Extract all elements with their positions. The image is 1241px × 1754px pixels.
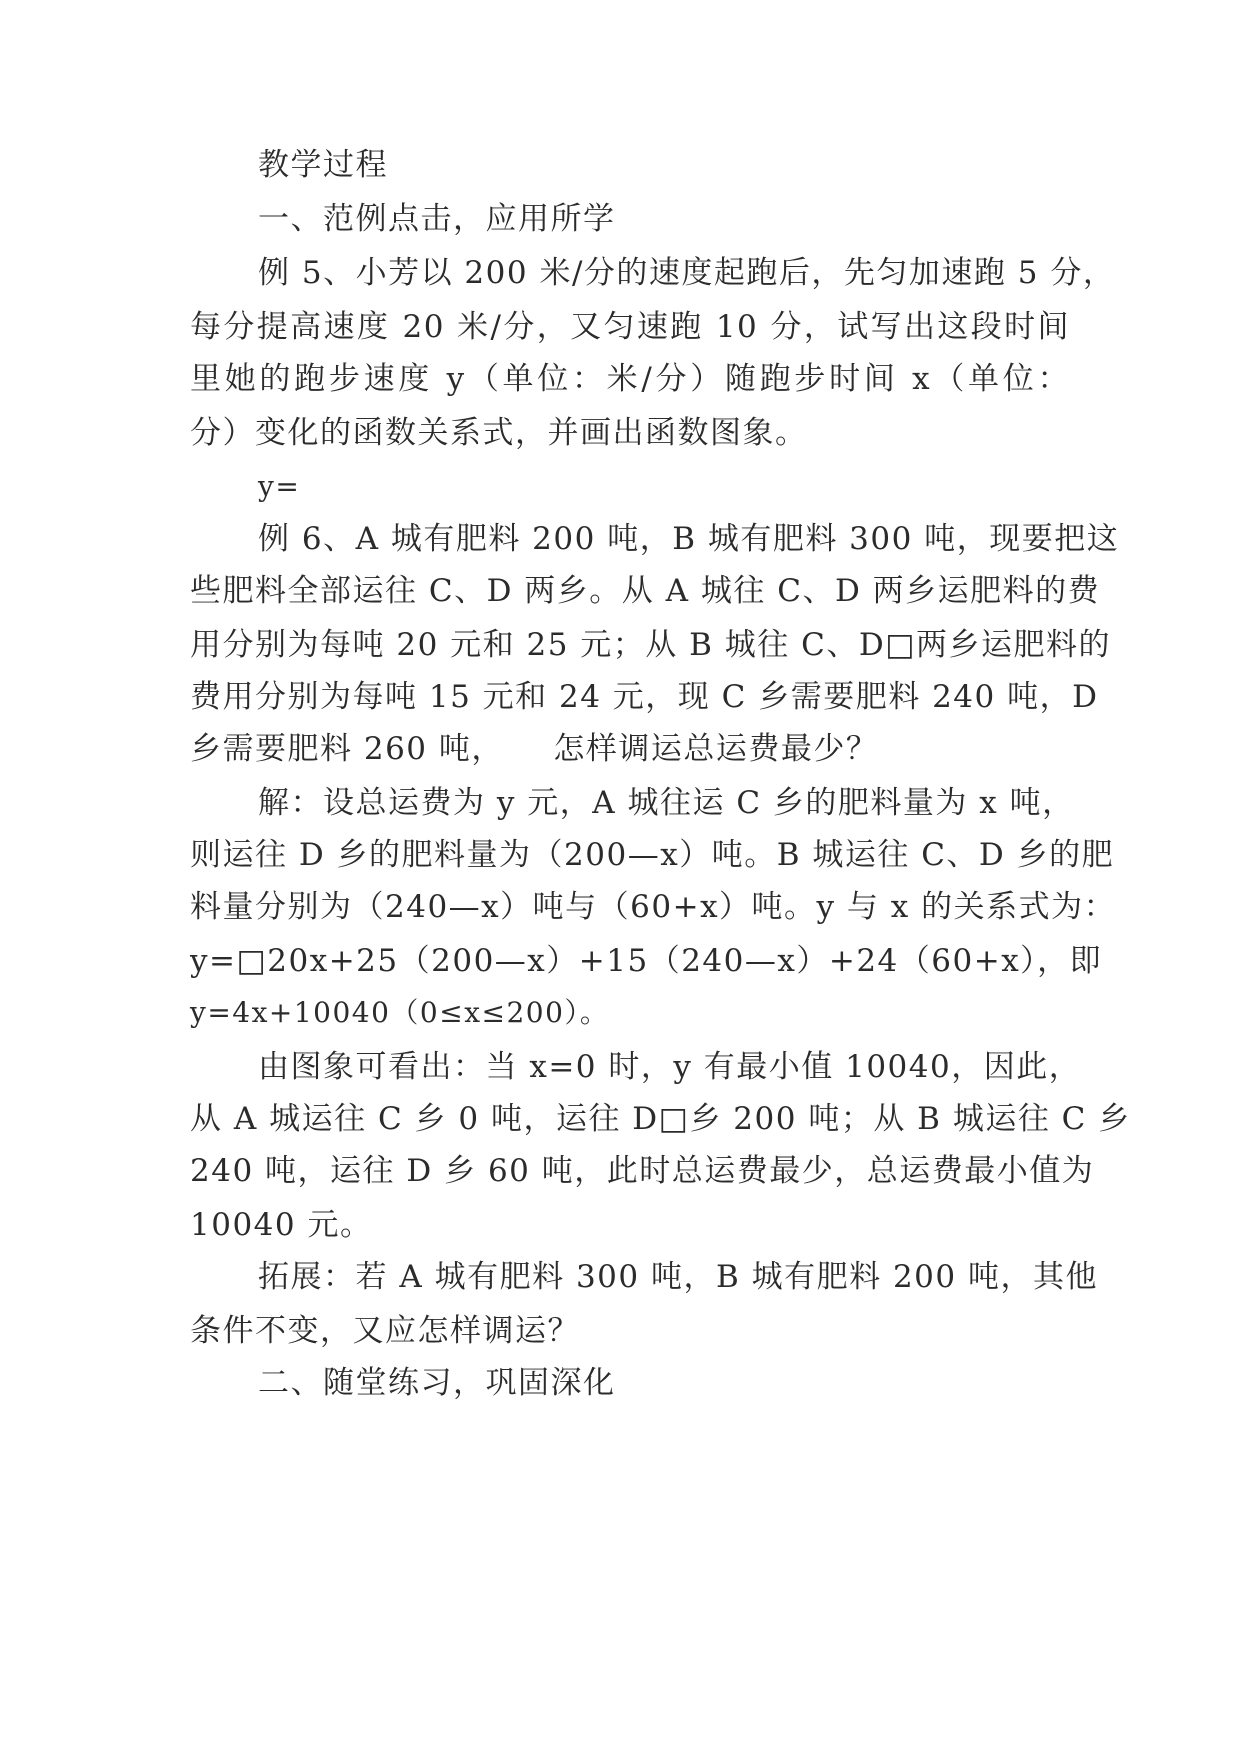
solution-equation: y=□20x+25（200—x）+15（240—x）+24（60+x），即	[190, 943, 1103, 979]
conclusion-line-2: 从 A 城运往 C 乡 0 吨，运往 D□乡 200 吨；从 B 城运往 C 乡	[190, 1101, 1131, 1137]
extension-line-2: 条件不变，又应怎样调运？	[190, 1313, 580, 1349]
solution-line-2: 则运往 D 乡的肥料量为（200—x）吨。B 城运往 C、D 乡的肥	[190, 837, 1115, 873]
conclusion-line-4: 10040 元。	[190, 1207, 373, 1243]
solution-simplified-equation: y=4x+10040（0≤x≤200）。	[190, 996, 610, 1029]
example-6-line-1: 例 6、A 城有肥料 200 吨，B 城有肥料 300 吨，现要把这	[258, 521, 1120, 557]
section-heading-teaching-process: 教学过程	[258, 147, 388, 183]
example-5-line-4: 分）变化的函数关系式，并画出函数图象。	[190, 415, 808, 451]
solution-line-1: 解：设总运费为 y 元，A 城往运 C 乡的肥料量为 x 吨，	[258, 785, 1075, 821]
example-5-line-2: 每分提高速度 20 米/分，又匀速跑 10 分，试写出这段时间	[190, 309, 1070, 345]
example-5-line-3: 里她的跑步速度 y（单位：米/分）随跑步时间 x（单位：	[190, 361, 1070, 397]
conclusion-line-3: 240 吨，运往 D 乡 60 吨，此时总运费最少，总运费最小值为	[190, 1153, 1095, 1189]
solution-line-3: 料量分别为（240—x）吨与（60+x）吨。y 与 x 的关系式为：	[190, 889, 1117, 925]
example-6-line-5: 乡需要肥料 260 吨， 怎样调运总运费最少？	[190, 731, 879, 767]
example-6-line-3: 用分别为每吨 20 元和 25 元；从 B 城往 C、D□两乡运肥料的	[190, 627, 1112, 663]
extension-line-1: 拓展：若 A 城有肥料 300 吨，B 城有肥料 200 吨，其他	[258, 1259, 1098, 1295]
subsection-heading-examples: 一、范例点击，应用所学	[258, 201, 616, 237]
example-6-line-4: 费用分别为每吨 15 元和 24 元，现 C 乡需要肥料 240 吨，D	[190, 679, 1099, 715]
conclusion-line-1: 由图象可看出：当 x=0 时，y 有最小值 10040，因此，	[258, 1049, 1082, 1085]
example-5-line-1: 例 5、小芳以 200 米/分的速度起跑后，先匀加速跑 5 分，	[258, 255, 1116, 291]
example-5-answer-placeholder: y=	[258, 470, 301, 503]
example-6-line-2: 些肥料全部运往 C、D 两乡。从 A 城往 C、D 两乡运肥料的费	[190, 573, 1101, 609]
subsection-heading-practice: 二、随堂练习，巩固深化	[258, 1365, 616, 1401]
